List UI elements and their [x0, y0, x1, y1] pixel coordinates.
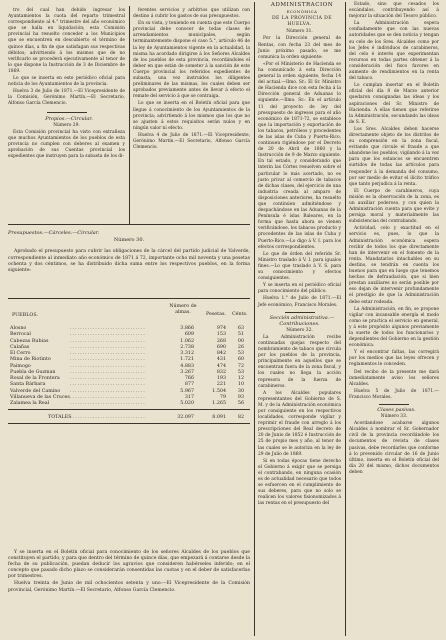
- col4-para: La Administración espera confiadamente que con las nuevas autoridades que se den noticia y tengan su celo de los Sres. Alcaldes como por los Jefes é individuos de carabineros, del celo é interés que experimentan recursos en todas partes obtener á la consideración del fisco favores en aumento de rendimientos en la renta del tabaco.: [349, 21, 439, 82]
- cents-value: 93: [237, 394, 244, 400]
- cents-value: 51: [237, 332, 244, 338]
- pueblo-name: Calañas: [10, 344, 30, 350]
- dot-leader: ..............................: [70, 376, 146, 381]
- intro-para: Aprobado el presupuesto para cubrir las obligaciones de la cárcel del partido judicial de Valverde, correspondiente al inmediato año económico de 1871 á 72, importante ocho mil noventa y una pesetas ochenta y dos céntimos, se ha distribuido dicha suma entre los respectivos pueblos, en la forma siguiente:: [8, 249, 250, 274]
- distribution-table: [8, 300, 250, 424]
- table-top-rule: [8, 298, 250, 299]
- pesetas-value: 690: [216, 344, 226, 350]
- col1-para: tro del cual han debido ingresar los Ayuntamientos la cuota del reparto trimestral correspondiente al 4.° trimestre del año económico que se halla en liquidación; esta Comisión provincial ha resuelto conceder a los Municipios que se encuentren en descubierto el término de quince días, a fin de que satisfagan sus respectivas débitos; advirtiendo á los mismos que de no verificarlo se procederá ejecutivamente al tenor de lo que dispone la Instrucción de 3 de Diciembre de 1869.: [8, 8, 125, 74]
- totals-row: [8, 415, 250, 421]
- divider: [379, 404, 409, 405]
- section-divider: [8, 224, 250, 225]
- col4-para: Huelva 5 de Julio de 1871.—Francisco Morales.: [349, 388, 439, 400]
- totals-rule: [8, 409, 250, 410]
- almas-value: 609: [184, 332, 194, 338]
- section-title-carceles: Presupuestos.—Cárceles.—Circular.: [8, 230, 100, 236]
- pueblo-name: Mina de Riotinto: [10, 357, 51, 363]
- outro-para: Huelva treinta de Junio de mil ochocientos setenta y uno.—El Vicepresidente de la Comisión provincial, Gerónimo Martín.—El Secretario, Alfonso García Clemencio.: [8, 581, 250, 593]
- section-number: Número 31.: [286, 29, 313, 35]
- col4-section-para: Acordandose acabarse algunos Alcaldes á nombrar el Sr. Gobernador civil de la provincia recordándole los documentos de revista de clases pasivas, debe recordarles que conforme á lo prevenido circular de 16 de Junio último, inserta en el Boletín oficial del día 20 del mismo, dichos documentos deben: [349, 421, 439, 475]
- col2-para: En su vista, y teniendo en cuenta que este Cuerpo provincial debe conocer de todas clases de arrendamientos municipales, según terminantemente dispone el caso 5.°, artículo 46 de la ley de Ayuntamientos vigente en la actualidad, la misma ha acordado dirigirse á los Señores Alcaldes de los pueblos de esta provincia, recordándoles el deber en que están de someter á la sanción de este Cuerpo provincial los referidos expedientes de subasta, una vez instruidos los diligentes preliminares de las mismas, los cuales deben ser aprobados previamente antes de llevar á efecto el remate del servicio á que se contraiga.: [133, 21, 250, 100]
- pueblo-name: Valverde del Camino: [10, 388, 61, 394]
- col3-para: Y se inserta en el periódico oficial para conocimiento del público.: [258, 283, 341, 295]
- almas-value: 2.738: [180, 344, 194, 350]
- almas-value: 3.312: [180, 351, 194, 356]
- dot-leader: ..............................: [70, 415, 146, 421]
- col4-para: Estado, sino que cesados los escándalos, contribuyendo así á mejorar la situación del Tesoro público.: [349, 2, 439, 20]
- almas-value: 1.721: [180, 357, 194, 363]
- carceles-section: [8, 230, 250, 275]
- almas-value: 4.883: [180, 363, 194, 369]
- pesetas-value: 431: [216, 357, 226, 363]
- pesetas-value: 1.504: [212, 388, 226, 394]
- pesetas-value: 974: [216, 326, 226, 331]
- dot-leader: ..............................: [70, 344, 146, 350]
- dot-leader: ..............................: [70, 332, 146, 338]
- total-almas: 32.097: [177, 415, 194, 421]
- almas-value: 317: [184, 394, 194, 400]
- column-4: [349, 2, 439, 477]
- col2-para: ferentes servicios y arbitrios que utilizan con destino á cubrir los gastos de sus presupuestos.: [133, 8, 250, 20]
- col4-para: Actividad, celo y exactitud en el servicio es, pues, lo que la Administración económica espera recibir de todos los que directamente han de intervenir en el fomento de la renta. Mandatarios intachables en su destino, se tendrán en cuenta los buenos para que en luego que tenemos hechos de defraudación, que si bien prestan auxiliares no serán posible por eso dejan de intervenir profundamente el prestigio de que la Administración debe estar rodeada.: [349, 226, 439, 305]
- cents-value: 56: [237, 401, 244, 406]
- column-2: [133, 8, 250, 152]
- col4-para: La Administración, en fin, se propone vigilar con incansable energía el modo como se practica el servicio en general, y á este propósito algunos previamente la suerte de todos los funcionarios y dependientes del Gobierno en la gestión económica.: [349, 306, 439, 349]
- cents-value: 10: [237, 382, 244, 388]
- col3-para: Por la Dirección general de Rentas, con fecha 23 del mes de Junio próximo pasado, se me comunica la orden siguiente:: [258, 36, 341, 60]
- pesetas-value: 268: [216, 338, 226, 344]
- pesetas-value: 842: [216, 351, 226, 356]
- section-title-clases-pasivas: Clases pasivas.: [377, 407, 416, 413]
- cents-value: 12: [237, 376, 244, 381]
- section-title-contribuciones: Sección administrativa.—Contribuciones.: [269, 314, 335, 327]
- table-row: [8, 401, 250, 407]
- col4-para: El Cuerpo de carabineros, cuya misión es la observación de la zona, es un auxiliar poderoso, y con quien la Administración cuenta para que evite y persiga moral y materialmente las subsistencias del contrabando.: [349, 188, 439, 225]
- pesetas-value: 153: [216, 332, 226, 338]
- almas-value: 5.020: [180, 401, 194, 406]
- column-divider: [345, 2, 346, 636]
- section-title-propios: Propios.—Circular.: [45, 115, 93, 122]
- total-cents: 82: [237, 415, 244, 421]
- dot-leader: ..............................: [70, 351, 146, 356]
- dot-leader: ..............................: [70, 401, 146, 406]
- pueblo-name: Puebla de Guzman: [10, 369, 56, 375]
- cents-value: 63: [237, 326, 244, 331]
- pueblo-name: El Cerro: [10, 351, 31, 356]
- column-header-pueblos: PUEBLOS.: [12, 313, 38, 318]
- cents-value: 53: [237, 369, 244, 375]
- col3-para: Huelva 1.° de Julio de 1871.—El Jefe económico, Francisco Morales.: [258, 296, 341, 308]
- dot-leader: ..............................: [70, 326, 146, 331]
- pesetas-value: 1.265: [212, 401, 226, 406]
- cents-value: 26: [237, 344, 244, 350]
- col4-para: Y el encontrar faltas, las corregirá por los medios que las leyes ofrecen y reglamentos le conceden.: [349, 350, 439, 368]
- dot-leader: ..............................: [70, 388, 146, 394]
- pesetas-value: 474: [216, 363, 226, 369]
- pueblo-name: Paimogo: [10, 363, 31, 369]
- divider: [285, 312, 315, 313]
- col1-section-para: Esta Comisión provincial ha visto con extrañeza que muchos Ayuntamientos de los pueblos de esta provincia no cumplen con deberes al examen y aprobación de sus Cuentas provincial los expedientes que instruyen para la subasta de los di-: [8, 129, 125, 160]
- almas-value: 3.267: [180, 369, 194, 375]
- col4-para: Del recibo de la presente me dará inmediatamente aviso los señores Alcaldes.: [349, 369, 439, 387]
- dot-leader: ..............................: [70, 338, 146, 344]
- col1-para: Huelva 3 de Julio de 1871.—El Vicepresidente de la Comisión, Gerónimo Martín.—El Secretario, Alfonso García Clemencio.: [8, 89, 125, 107]
- col3-para: «Por el Ministerio de Hacienda se ha comunicado á esta Dirección general la orden siguiente, fecha 14 del actual.—Ilmo. Sr.: El Sr. Ministro de Hacienda dice con esta fecha á la Dirección general de Aduanas lo siguiente.—Ilmo. Sr.: En el artículo 11 del proyecto de ley del presupuesto de ingresos para el año económico de 1871-72, se establece que la importación y exportación de los tabacos, petróleos y procedentes de las islas de Cuba y Puerto-Rico, continuen rigiéndose por el Decreto de 20 de Abril de 1860 y la Instrucción de 9 de Marzo siguiente. En tal estado, y considerando que interin las Córtes resuelven sobre el particular lo más acertado, no es justo privar al comercio de tabacos de dichas clases, del ejercicio de una industria creada al amparo de disposiciones anteriores, ha resuelto que continúen admitiéndose y despachándose en las Aduanas de la Península é islas Baleares, en la forma que hasta ahora se vienen verificándose, los tabacos producto y procedentes de las islas de Cuba y Puerto-Rico.—Lo digo á V. I. para los efectos correspondientes.: [258, 61, 341, 250]
- carceles-outro: [8, 550, 250, 595]
- pesetas-value: 79: [219, 394, 226, 400]
- almas-value: 1.062: [180, 338, 194, 344]
- outro-para: Y se inserta en el Boletín oficial para conocimiento de los señores Alcaldes de los pueblos que constituyen el partido, y para que dentro del término de quince días, que empezará á contarse desde la fecha de su publicación, puedan deducir los agravios que consideren habérseles inferido; en el concepto que pasado dicho plazo se considerarán consentidas las cuotas y en el deber de satisfacerlas por trimestres.: [8, 550, 250, 580]
- total-pesetas: 8.091: [212, 415, 226, 421]
- dot-leader: ..............................: [70, 394, 146, 400]
- col2-para: Huelva 4 de Julio de 1871.—El Vicepresidente, Gerónimo Martín.—El Secretario, Alfonso García Clemencio.: [133, 132, 250, 151]
- pueblo-name: Santa Bárbara: [10, 382, 46, 388]
- col3-section-para: A los Alcaldes populares representantes del Gobierno de S. M. y de la Administración económica por consiguiente en los respectivos localidades, corresponde vigilar y reprimir el fraude con arreglo á los prescripciones del Real decreto de 20 de Junio de 1852 é Instrucción de 25 de propio mes y año, al tenor de las cuales se le autoriza en la ley de 29 de Julio de 1869.: [258, 390, 341, 457]
- column-1: [8, 8, 125, 161]
- almas-value: 5.967: [180, 388, 194, 394]
- col3-section-para: Si en todas épocas tiene derecho el Gobierno á exigir que se persiga el contrabando, en ninguna ocasión es de actualidad necesario que todos se esfuercen en el cumplimiento de sus deberes, para que no solo se realicen los valores fisionomizados á las rentas en el presupuesto del: [258, 458, 341, 507]
- col1-para: Lo que se inserta en este periódico oficial para noticia de los Ayuntamientos de la provincia.: [8, 76, 125, 88]
- cents-value: 53: [237, 351, 244, 356]
- divider: [47, 112, 87, 113]
- pueblo-name: Cabezas Rubias: [10, 338, 49, 344]
- pueblo-name: Zalamea la Real: [10, 401, 50, 406]
- pueblo-name: Berrocal: [10, 332, 31, 338]
- administration-subheading: ECONÓMICA: [286, 9, 318, 15]
- dot-leader: ..............................: [70, 369, 146, 375]
- table-bottom-rule: [8, 423, 250, 424]
- col4-para: Los Sres. Alcaldes deben hacerse directamente objeto de los distritos de su comprensión en la zona fiscal, evitando que circule el fraude a que abandone los pueblos, vigilando á la vez para que los estancos se encuentren surtidos de todas las artículos para responder á la demanda del consumo, por ser medio de evitar el ilícito tráfico que tanto perjudica á la renta.: [349, 126, 439, 187]
- column-header-cents: Cénts.: [232, 312, 248, 317]
- column-header-almas: Número de almas.: [169, 304, 197, 315]
- column-header-pesetas: Pesetas.: [206, 312, 226, 317]
- province-heading: DE LA PROVINCIA DE HUELVA.: [271, 16, 333, 28]
- col3-section-para: La Administración recibe continuadas quejas respecto del nombramiento de tabaco que circula por los pueblos de la provincia, principalmente en aquellos que se encuentran fuera de la zona fiscal, y los cuales no llega la acción represora de la fuerza de carabineros.: [258, 334, 341, 389]
- column-divider: [129, 6, 130, 224]
- section-number: Número 30.: [113, 237, 145, 244]
- totals-label: TOTALES: [48, 415, 72, 421]
- col3-para: Lo que de órden del referido Sr. Ministro traslado á V. I. para igualos fines.—Lo que traslado á V. S. para su conocimiento y efectos consiguientes.: [258, 251, 341, 282]
- pueblo-name: Rosal de la Frontera: [10, 376, 60, 381]
- pueblo-name: Alosno: [10, 326, 27, 331]
- pesetas-value: 193: [216, 376, 226, 381]
- administration-heading: ADMINISTRACION: [270, 2, 334, 8]
- column-divider: [254, 2, 255, 636]
- column-3: [258, 2, 341, 509]
- dot-leader: ..............................: [70, 357, 146, 363]
- section-intro: [8, 249, 250, 274]
- almas-value: 877: [184, 382, 194, 388]
- table-body: [8, 326, 250, 407]
- section-number: Número 29.: [53, 122, 80, 128]
- almas-value: 766: [184, 376, 194, 381]
- cents-value: 60: [237, 357, 244, 363]
- dot-leader: ..............................: [70, 382, 146, 388]
- pesetas-value: 832: [216, 369, 226, 375]
- section-number: Número 32.: [286, 327, 313, 333]
- cents-value: 72: [237, 363, 244, 369]
- cents-value: 00: [237, 338, 244, 344]
- dot-leader: ..............................: [70, 363, 146, 369]
- col4-para: Lo cumplan insertar en el Boletín oficial del día 8 de Marzo anterior quedaron consignadas las ideas y los aspiraciones del Sr. Ministro de Hacienda. A ellas tienen que referirse la Administración, secundando las ideas de S. E.: [349, 83, 439, 125]
- almas-value: 3.866: [180, 326, 194, 331]
- pesetas-value: 221: [216, 382, 226, 388]
- cents-value: 30: [237, 388, 244, 394]
- col2-para: Lo que se inserta en el Boletín oficial para que llegue á conocimiento de los Ayuntamientos de la provincia; advirtiendo á los mismos que los que no se ajusten á estos requisitos serán nulos y en ningún valor ni efecto.: [133, 101, 250, 131]
- pueblo-name: Villanueva de las Cruces: [10, 394, 70, 400]
- table-header: [8, 300, 250, 320]
- section-number: Número 33.: [380, 414, 408, 420]
